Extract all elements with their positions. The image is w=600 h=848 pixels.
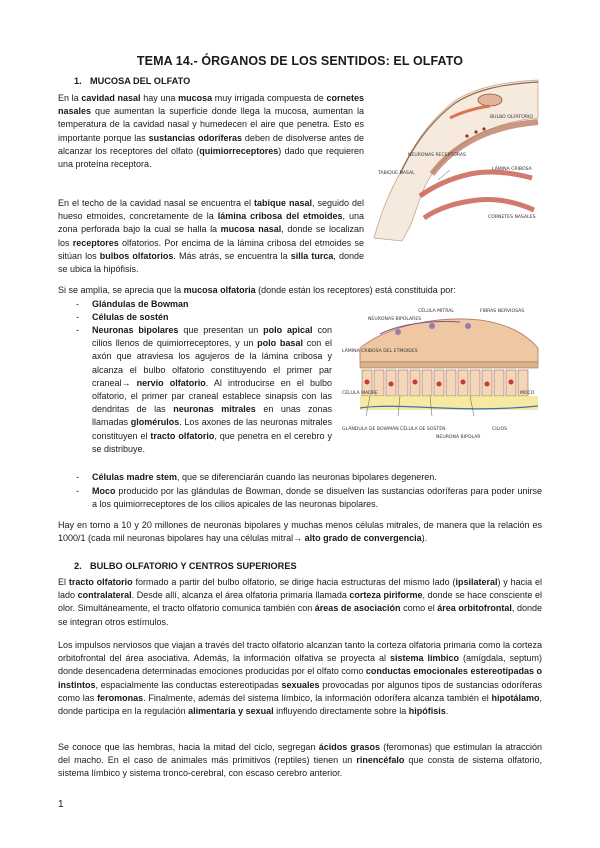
fig2-label-cilios: CILIOS xyxy=(492,427,508,432)
bullet-glandulas: - Glándulas de Bowman xyxy=(76,299,189,309)
fig2-label-lamina-cribosa: LÁMINA CRIBOSA DEL ETMOIDES xyxy=(342,349,418,354)
bullet-celulas-madre: - Células madre stem, que se diferenciarán cuando las neuronas bipolares degeneren. xyxy=(76,472,437,482)
fig1-label-tabique: TABIQUE NASAL xyxy=(378,171,415,176)
bullet-neuronas-bipolares: - Neuronas bipolares que presentan un polo apical con cilios llenos de quimiorreceptores, y un polo basal con el axón que atraviesa los agujeros de la lámina cribosa y alcanza el bulbo olfatorio constituyendo el primer par craneal→ nervio olfatorio. Al introducirse en el bulbo olfatorio, el primer par craneal establece sinapsis con las dendritas de las neuronas mitrales en unas zonas llamadas glomérulos. Los axones de las neuronas mitrales constituyen el tracto olfatorio, que penetra en el cerebro y se distribuye. xyxy=(76,325,333,454)
fig2-label-neurona-bipolar: NEURONA BIPOLAR xyxy=(436,435,481,440)
fig2-label-celula-mitral: CÉLULA MITRAL xyxy=(418,309,454,314)
page-title: TEMA 14.- ÓRGANOS DE LOS SENTIDOS: EL OLFATO xyxy=(136,54,464,68)
fig1-label-neuronas: NEURONAS RECEPTORAS xyxy=(408,153,466,158)
fig1-label-bulbo: BULBO OLFATORIO xyxy=(490,115,533,120)
fig2-label-neuronas-bipolares: NEURONAS BIPOLARES xyxy=(368,317,422,322)
paragraph-1: En la cavidad nasal hay una mucosa muy irrigada compuesta de cornetes nasales que aumentan la superficie donde llega la mucosa, aumentan la temperatura de la cavidad nasal y humedecen el aire que penetra. Esto es importante porque las sustancias odoríferas deben de disolverse antes de alcanzar los receptores del olfato (quimiorreceptores) dado que requieren una proteína receptora. xyxy=(58,93,364,170)
fig2-label-celula-sosten: CÉLULA DE SOSTÉN xyxy=(400,427,446,432)
paragraph-2: En el techo de la cavidad nasal se encuentra el tabique nasal, seguido del hueso etmoides, concretamente de la lámina cribosa del etmoides, una zona perforada bajo la cual se halla la mucosa nasal, donde se localizan los receptores olfatorios. Por encima de la lámina cribosa del etmoides se sitúan los bulbos olfatorios. Más atrás, se encuentra la silla turca, donde se ubica la hipófisis. xyxy=(58,198,365,275)
fig2-label-glandula: GLÁNDULA DE BOWMAN xyxy=(342,427,399,432)
section-1-number: 1. xyxy=(74,76,82,86)
fig2-label-moco: MOCO xyxy=(520,391,535,396)
fig1-label-lamina: LÁMINA CRIBOSA xyxy=(492,167,532,172)
olfactory-mucosa-illustration xyxy=(340,302,542,444)
bullet-celulas-sosten: - Células de sostén xyxy=(76,312,169,322)
section-1-heading xyxy=(74,76,190,86)
paragraph-3: Si se amplía, se aprecia que la mucosa olfatoria (donde están los receptores) está constituida por: xyxy=(58,285,456,295)
bullet-moco: - Moco producido por las glándulas de Bowman, donde se disuelven las sustancias odoríferas para poder unirse a los quimiorreceptores de los cilios apicales de las neuronas bipolares. xyxy=(76,486,542,510)
paragraph-5: El tracto olfatorio formado a partir del bulbo olfatorio, se dirige hacia estructuras del mismo lado (ipsilateral) y hacia el lado contralateral. Desde allí, alcanza el área olfatoria primaria llamada corteza piriforme, donde se hace consciente el olor. Simultáneamente, el tracto olfatorio comunica también con áreas de asociación como el área orbitofrontal, donde se integran otros estímulos. xyxy=(58,577,542,627)
section-2-title: BULBO OLFATORIO Y CENTROS SUPERIORES xyxy=(90,561,297,571)
section-2-number: 2. xyxy=(74,561,82,571)
section-1-title: MUCOSA DEL OLFATO xyxy=(90,76,191,86)
nasal-cavity-illustration xyxy=(372,78,540,242)
fig2-label-celula-madre: CÉLULA MADRE xyxy=(342,391,378,396)
page-number: 1 xyxy=(58,799,64,810)
fig1-label-cornetes: CORNETES NASALES xyxy=(488,215,536,220)
paragraph-4: Hay en torno a 10 y 20 millones de neuronas bipolares y muchas menos células mitrales, de manera que la relación es 1000/1 (cada mil neuronas bipolares hay una células mitral→ alto grado de convergencia). xyxy=(58,520,542,544)
section-2-heading xyxy=(74,561,297,571)
paragraph-6: Los impulsos nerviosos que viajan a través del tracto olfatorio alcanzan tanto la corteza olfatoria primaria como la corteza orbitofrontal del área asociativa. Además, la información olfativa se proyecta al sistema límbico (amígdala, septum) donde desencadena determinadas emociones producidas por el olfato como conductas emocionales estereotipadas o instintos, espacialmente las conductas estereotipadas sexuales provocadas por algunos tipos de sustancias odoríferas como las feromonas. Finalmente, además del sistema límbico, la información odorífera alcanza también el hipotálamo, donde participa en la regulación alimentaria y sexual influyendo directamente sobre la hipófisis. xyxy=(58,640,543,717)
fig2-label-fibras: FIBRAS NERVIOSAS xyxy=(480,309,525,314)
paragraph-7: Se conoce que las hembras, hacia la mitad del ciclo, segregan ácidos grasos (feromonas) que estimulan la atracción del macho. En el caso de animales más primitivos (reptiles) tienen un rinencéfalo que consta de sistema olfatorio, sistema límbico y sistema tronco-cerebral, con escaso cerebro anterior. xyxy=(58,742,542,779)
